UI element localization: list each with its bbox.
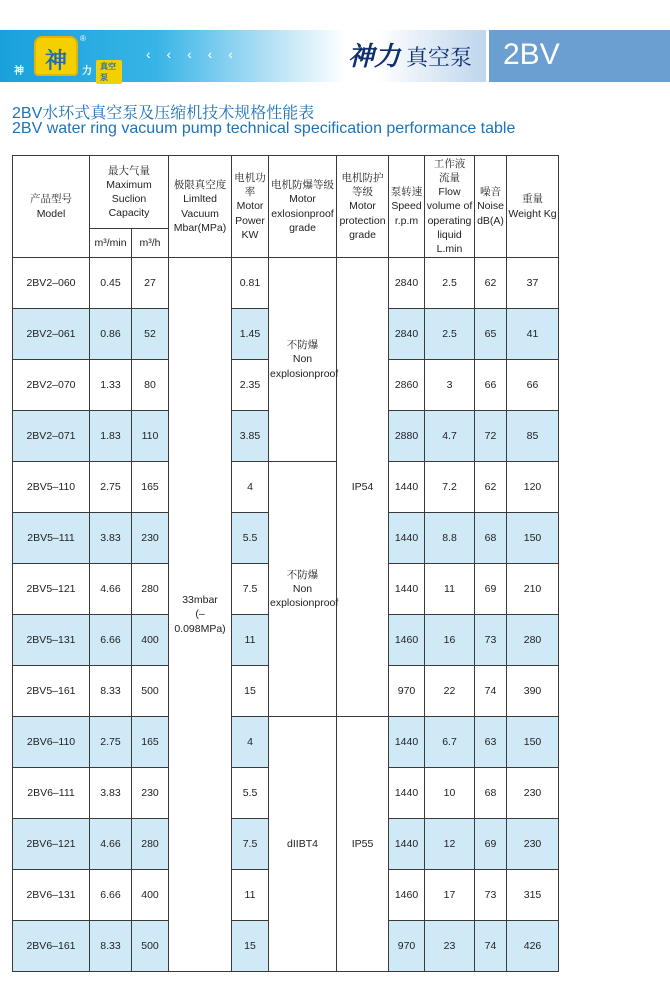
cell-capacity-h: 165 [132,462,169,513]
cell-capacity-h: 52 [132,309,169,360]
header-band [0,30,670,82]
cell-weight: 120 [507,462,559,513]
cell-weight: 230 [507,819,559,870]
registered-mark: ® [80,34,86,43]
cell-weight: 280 [507,615,559,666]
cell-weight: 230 [507,768,559,819]
cell-flow: 22 [425,666,475,717]
cell-weight: 390 [507,666,559,717]
header-speed: 泵转速 Speed r.p.m [389,156,425,258]
header-explosion: 电机防爆等级 Motor exlosionproof grade [269,156,337,258]
cell-capacity-min: 2.75 [90,717,132,768]
cell-model: 2BV2–060 [13,258,90,309]
cell-speed: 1440 [389,717,425,768]
cell-power: 7.5 [232,819,269,870]
header-capacity-h: m³/h [132,229,169,258]
cell-model: 2BV6–121 [13,819,90,870]
cell-power: 7.5 [232,564,269,615]
cell-flow: 17 [425,870,475,921]
page-title-cn: 2BV水环式真空泵及压缩机技术规格性能表 [12,105,315,122]
cell-capacity-min: 8.33 [90,666,132,717]
cell-speed: 970 [389,666,425,717]
cell-weight: 85 [507,411,559,462]
cell-capacity-min: 4.66 [90,819,132,870]
brand-logo [10,34,122,82]
cell-speed: 2860 [389,360,425,411]
header-model: 产品型号 Model [13,156,90,258]
cell-model: 2BV6–161 [13,921,90,972]
cell-protection-group1: IP54 [337,258,389,717]
cell-flow: 7.2 [425,462,475,513]
cell-weight: 150 [507,513,559,564]
cell-flow: 4.7 [425,411,475,462]
cell-explosion-group3: dIIBT4 [269,717,337,972]
cell-noise: 65 [475,309,507,360]
cell-capacity-h: 27 [132,258,169,309]
cell-noise: 68 [475,768,507,819]
cell-speed: 1440 [389,462,425,513]
header-protection: 电机防护 等级 Motor protection grade [337,156,389,258]
logo-emblem-text: 神 [44,48,67,74]
cell-noise: 73 [475,870,507,921]
cell-flow: 12 [425,819,475,870]
page-title-en: 2BV water ring vacuum pump technical specification performance table [12,120,516,137]
cell-capacity-h: 110 [132,411,169,462]
cell-capacity-min: 1.83 [90,411,132,462]
cell-flow: 2.5 [425,309,475,360]
table-row [13,717,559,768]
header-power: 电机功 率 Motor Power KW [232,156,269,258]
cell-power: 0.81 [232,258,269,309]
cell-power: 4 [232,717,269,768]
cell-noise: 72 [475,411,507,462]
cell-speed: 1440 [389,819,425,870]
cell-noise: 69 [475,819,507,870]
table-row [13,258,559,309]
cell-weight: 315 [507,870,559,921]
cell-power: 15 [232,921,269,972]
cell-capacity-min: 3.83 [90,513,132,564]
table-row [13,462,559,513]
cell-noise: 69 [475,564,507,615]
cell-capacity-min: 4.66 [90,564,132,615]
cell-model: 2BV6–110 [13,717,90,768]
cell-model: 2BV6–131 [13,870,90,921]
logo-tag: 真空泵 [96,60,122,84]
cell-noise: 74 [475,666,507,717]
table-header [13,156,559,258]
cell-noise: 73 [475,615,507,666]
cell-weight: 426 [507,921,559,972]
brand-name: 神力 [348,42,401,72]
logo-char-right: 力 [82,66,92,77]
cell-capacity-min: 1.33 [90,360,132,411]
cell-capacity-h: 80 [132,360,169,411]
cell-weight: 210 [507,564,559,615]
header-flow: 工作液 流量 Flow volume of operating liquid L.min [425,156,475,258]
header-capacity: 最大气量 Maximum Suclion Capacity [90,156,169,229]
cell-speed: 1440 [389,768,425,819]
cell-flow: 8.8 [425,513,475,564]
table-body [13,258,559,972]
cell-speed: 1460 [389,870,425,921]
cell-speed: 1440 [389,564,425,615]
cell-capacity-h: 400 [132,870,169,921]
cell-capacity-h: 280 [132,564,169,615]
cell-model: 2BV2–071 [13,411,90,462]
cell-noise: 68 [475,513,507,564]
logo-char-left: 神 [14,66,24,77]
cell-capacity-min: 6.66 [90,870,132,921]
series-box [486,30,670,82]
cell-noise: 66 [475,360,507,411]
cell-flow: 16 [425,615,475,666]
cell-power: 11 [232,615,269,666]
cell-power: 2.35 [232,360,269,411]
cell-power: 5.5 [232,513,269,564]
cell-capacity-h: 280 [132,819,169,870]
cell-model: 2BV2–070 [13,360,90,411]
cell-capacity-h: 500 [132,666,169,717]
cell-model: 2BV5–161 [13,666,90,717]
cell-capacity-h: 400 [132,615,169,666]
cell-capacity-h: 230 [132,768,169,819]
cell-speed: 970 [389,921,425,972]
series-label: 2BV [503,38,560,71]
header-vacuum: 极限真空度 Limlted Vacuum Mbar(MPa) [169,156,232,258]
cell-power: 15 [232,666,269,717]
cell-noise: 62 [475,462,507,513]
cell-noise: 74 [475,921,507,972]
cell-model: 2BV2–061 [13,309,90,360]
cell-capacity-h: 500 [132,921,169,972]
cell-capacity-h: 230 [132,513,169,564]
cell-model: 2BV5–131 [13,615,90,666]
cell-flow: 10 [425,768,475,819]
cell-capacity-min: 2.75 [90,462,132,513]
cell-capacity-h: 165 [132,717,169,768]
cell-weight: 37 [507,258,559,309]
cell-power: 1.45 [232,309,269,360]
cell-explosion-group1: 不防爆 Non explosionproof [269,258,337,462]
cell-capacity-min: 3.83 [90,768,132,819]
cell-vacuum: 33mbar (–0.098MPa) [169,258,232,972]
cell-speed: 2880 [389,411,425,462]
cell-speed: 1460 [389,615,425,666]
cell-flow: 6.7 [425,717,475,768]
cell-noise: 62 [475,258,507,309]
cell-speed: 2840 [389,309,425,360]
brand-title [348,36,472,76]
cell-weight: 66 [507,360,559,411]
cell-flow: 3 [425,360,475,411]
cell-capacity-min: 8.33 [90,921,132,972]
cell-power: 4 [232,462,269,513]
cell-capacity-min: 0.86 [90,309,132,360]
cell-noise: 63 [475,717,507,768]
cell-speed: 1440 [389,513,425,564]
cell-speed: 2840 [389,258,425,309]
cell-model: 2BV5–110 [13,462,90,513]
cell-flow: 11 [425,564,475,615]
cell-flow: 23 [425,921,475,972]
cell-capacity-min: 0.45 [90,258,132,309]
cell-weight: 150 [507,717,559,768]
brand-product: 真空泵 [406,46,473,71]
cell-power: 5.5 [232,768,269,819]
chevron-left-icon: ‹ ‹ ‹ ‹ ‹ [146,46,239,62]
cell-capacity-min: 6.66 [90,615,132,666]
header-noise: 噪音 Noise dB(A) [475,156,507,258]
cell-explosion-group2: 不防爆 Non explosionproof [269,462,337,717]
cell-model: 2BV6–111 [13,768,90,819]
logo-emblem [34,36,78,76]
header-weight: 重量 Weight Kg [507,156,559,258]
cell-weight: 41 [507,309,559,360]
spec-table [12,155,559,972]
cell-flow: 2.5 [425,258,475,309]
cell-power: 11 [232,870,269,921]
cell-protection-group2: IP55 [337,717,389,972]
cell-model: 2BV5–111 [13,513,90,564]
cell-power: 3.85 [232,411,269,462]
header-capacity-min: m³/min [90,229,132,258]
cell-model: 2BV5–121 [13,564,90,615]
